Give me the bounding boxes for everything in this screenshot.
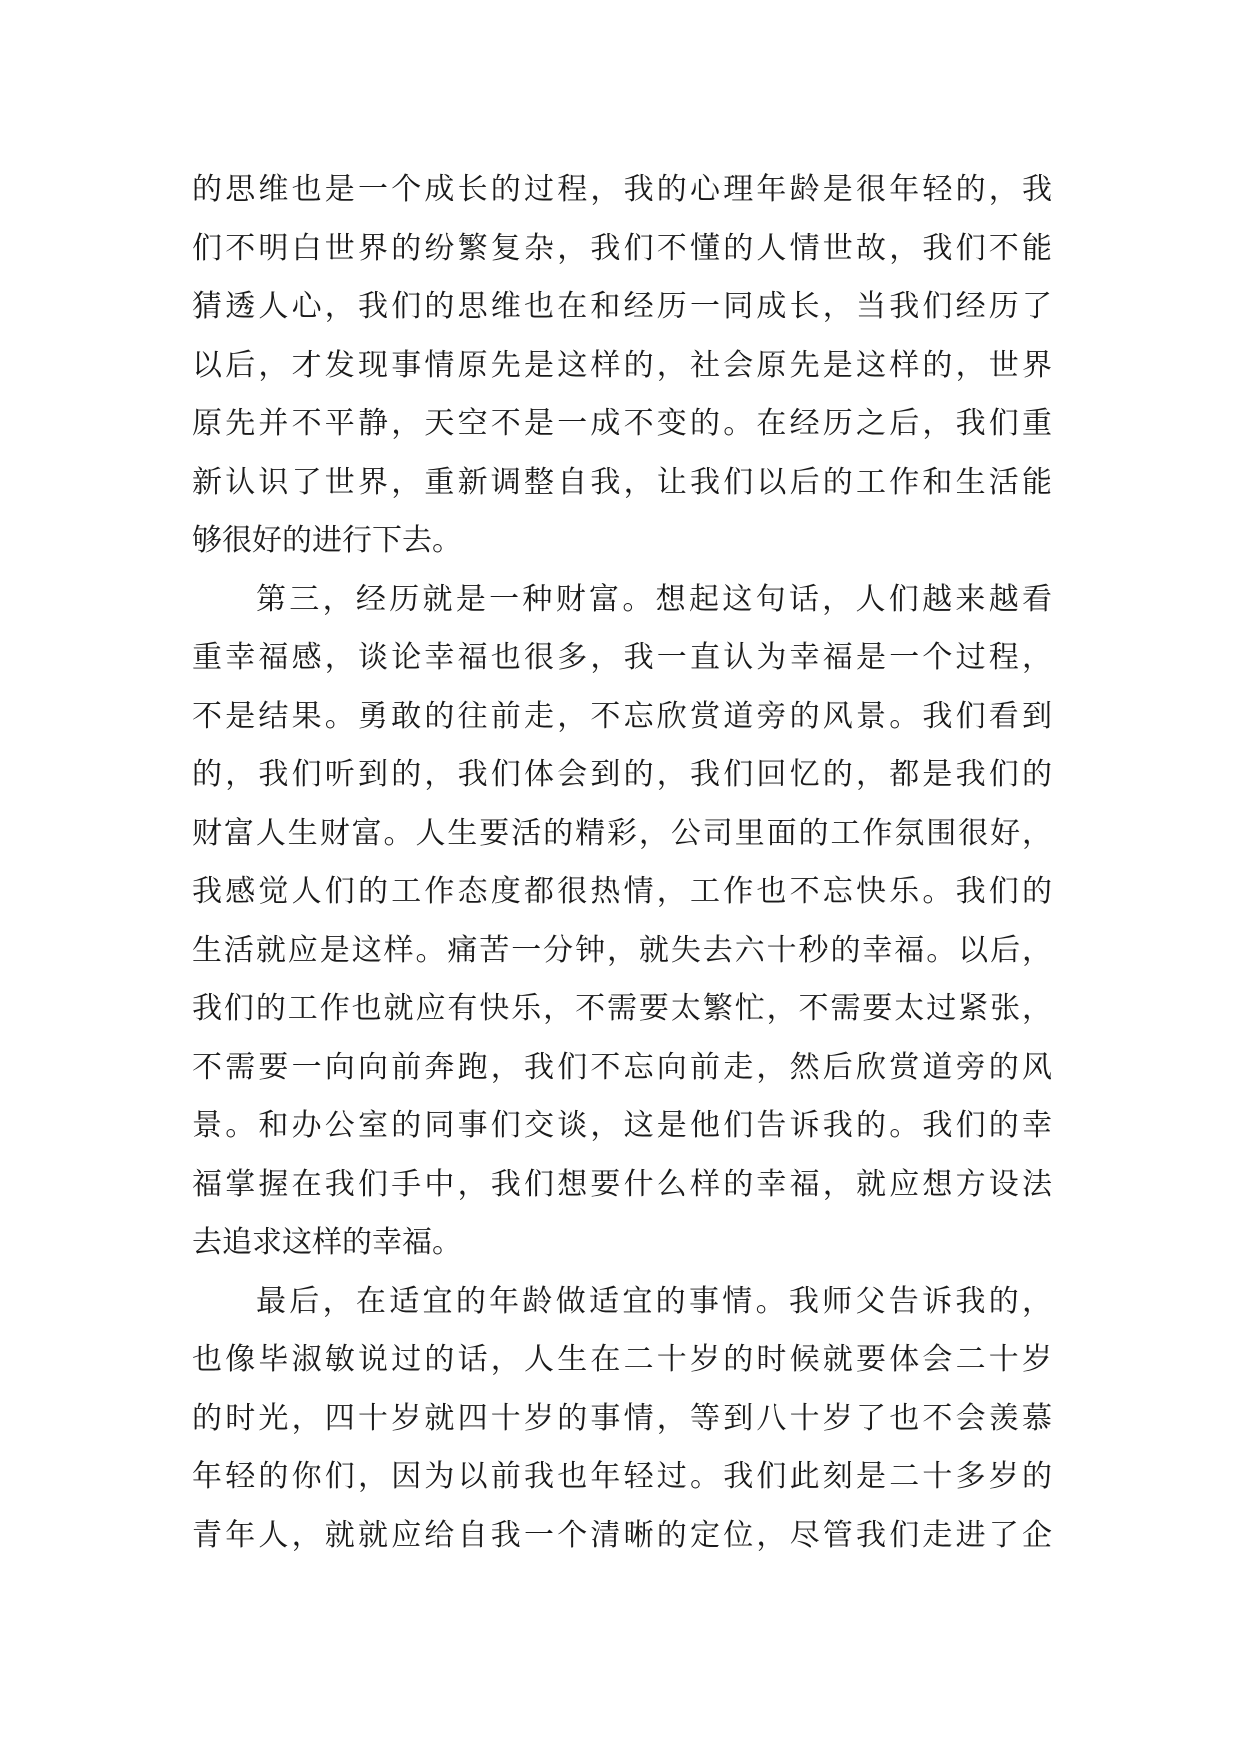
text-line: 们不明白世界的纷繁复杂，我们不懂的人情世故，我们不能 (192, 230, 1052, 266)
text-line: 我感觉人们的工作态度都很热情，工作也不忘快乐。我们的 (192, 874, 1052, 909)
text-line: 以后，才发现事情原先是这样的，社会原先是这样的，世界 (192, 347, 1052, 383)
text-line: 也像毕淑敏说过的话，人生在二十岁的时候就要体会二十岁 (192, 1342, 1052, 1377)
text-line: 原先并不平静，天空不是一成不变的。在经历之后，我们重 (192, 406, 1052, 441)
text-line: 福掌握在我们手中，我们想要什么样的幸福，就应想方设法 (192, 1166, 1052, 1202)
text-line: 重幸福感，谈论幸福也很多，我一直认为幸福是一个过程， (192, 640, 1052, 675)
text-line: 的时光，四十岁就四十岁的事情，等到八十岁了也不会羡慕 (192, 1400, 1052, 1436)
paragraph-start-line: 第三，经历就是一种财富。想起这句话，人们越来越看 (256, 581, 1052, 617)
paragraph-start-line: 最后，在适宜的年龄做适宜的事情。我师父告诉我的， (256, 1283, 1052, 1319)
document-body (192, 161, 1052, 1565)
text-line: 去追求这样的幸福。 (192, 1225, 462, 1260)
text-line: 青年人，就就应给自我一个清晰的定位，尽管我们走进了企 (192, 1517, 1052, 1553)
text-line: 的思维也是一个成长的过程，我的心理年龄是很年轻的，我 (192, 172, 1052, 207)
text-line: 猜透人心，我们的思维也在和经历一同成长，当我们经历了 (192, 289, 1052, 324)
text-line: 不需要一向向前奔跑，我们不忘向前走，然后欣赏道旁的风 (192, 1049, 1052, 1085)
text-line: 年轻的你们，因为以前我也年轻过。我们此刻是二十多岁的 (192, 1459, 1052, 1494)
text-line: 景。和办公室的同事们交谈，这是他们告诉我的。我们的幸 (192, 1108, 1052, 1143)
text-line: 生活就应是这样。痛苦一分钟，就失去六十秒的幸福。以后， (192, 932, 1052, 968)
text-line: 财富人生财富。人生要活的精彩，公司里面的工作氛围很好， (192, 815, 1052, 851)
text-line: 够很好的进行下去。 (192, 523, 462, 558)
text-line: 不是结果。勇敢的往前走，不忘欣赏道旁的风景。我们看到 (192, 698, 1052, 734)
text-line: 的，我们听到的，我们体会到的，我们回忆的，都是我们的 (192, 757, 1052, 792)
text-line: 新认识了世界，重新调整自我，让我们以后的工作和生活能 (192, 464, 1052, 500)
text-line: 我们的工作也就应有快乐，不需要太繁忙，不需要太过紧张， (192, 991, 1052, 1026)
